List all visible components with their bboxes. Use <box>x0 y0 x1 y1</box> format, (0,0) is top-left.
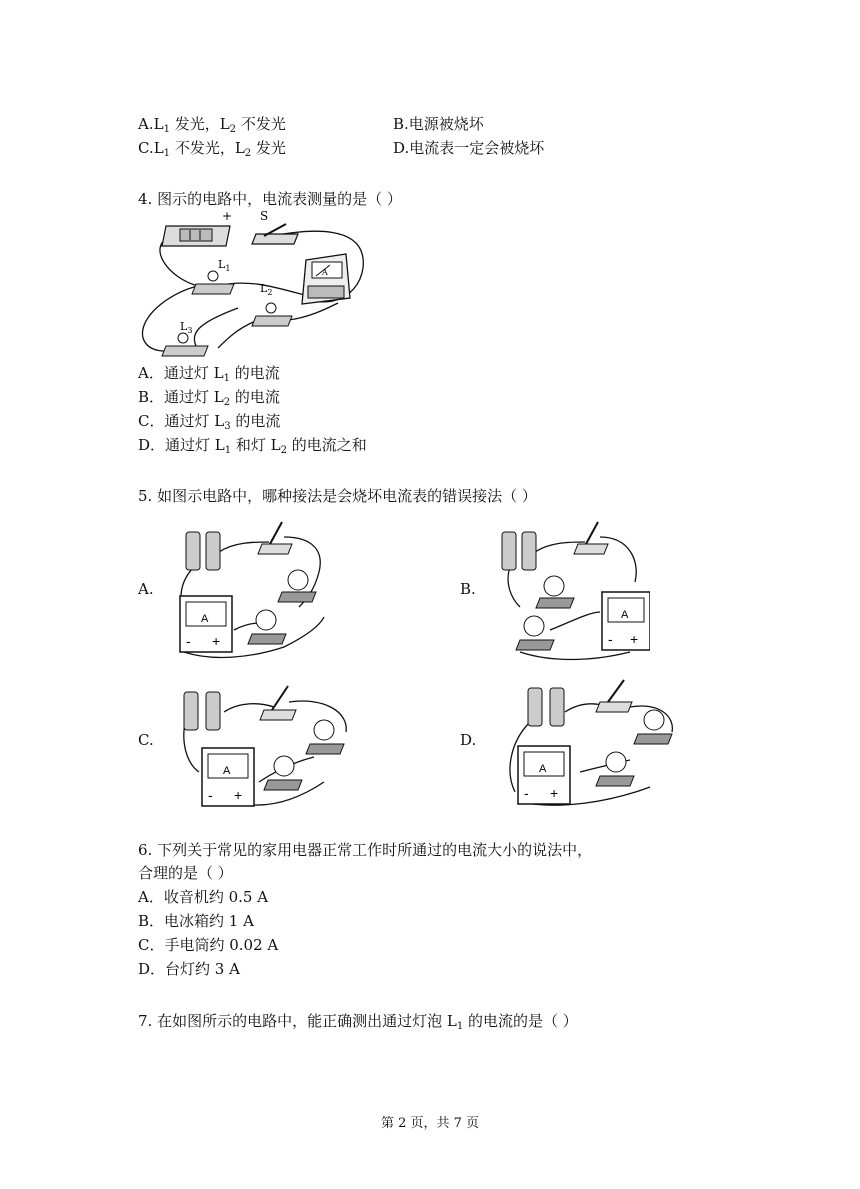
q5-label-a: A. <box>138 580 154 598</box>
svg-text:A: A <box>201 613 209 625</box>
q3-option-a: $A.L_1$ 发光，$L_2$ 不发光 <box>138 115 286 135</box>
q4-option-b: B．通过灯 $L_2$ 的电流 <box>138 388 280 408</box>
q4-lamp-l1 <box>192 271 234 294</box>
svg-text:+: + <box>550 785 559 801</box>
svg-text:A: A <box>223 765 231 777</box>
q5-circuit-a <box>174 512 334 662</box>
q6-option-b: B．电冰箱约 1 A <box>138 912 254 930</box>
q4-option-c: C．通过灯 $L_3$ 的电流 <box>138 412 281 432</box>
q4-plus-label: + <box>222 209 233 223</box>
q4-ammeter <box>302 254 350 304</box>
q4-label-l3: $L_3$ <box>180 320 193 335</box>
svg-text:+: + <box>234 787 243 803</box>
q6-option-d: D．台灯约 3 A <box>138 960 240 978</box>
q4-stem: 4. 图示的电路中，电流表测量的是（ ） <box>138 190 402 208</box>
svg-text:A: A <box>621 609 629 621</box>
q5-label-b: B. <box>460 580 476 598</box>
svg-text:+: + <box>212 633 221 649</box>
q4-switch-label: S <box>260 209 269 223</box>
q6-stem-line1: 6. 下列关于常见的家用电器正常工作时所通过的电流大小的说法中， <box>138 841 593 859</box>
q3-option-b: B.电源被烧坏 <box>393 115 484 133</box>
q5-circuit-b <box>490 512 650 662</box>
q4-battery <box>162 226 230 246</box>
q4-ammeter-label: A <box>322 268 328 277</box>
svg-text:-: - <box>186 633 191 649</box>
q4-option-a: A．通过灯 $L_1$ 的电流 <box>138 364 280 384</box>
q3-option-c: $C.L_1$ 不发光，$L_2$ 发光 <box>138 139 286 159</box>
q6-stem-line2: 合理的是（ ） <box>138 864 233 882</box>
q6-option-c: C．手电筒约 0.02 A <box>138 936 279 954</box>
q5-label-c: C. <box>138 731 154 749</box>
q4-label-l2: $L_2$ <box>260 282 273 297</box>
q6-option-a: A．收音机约 0.5 A <box>138 888 269 906</box>
page-footer: 第 2 页，共 7 页 <box>380 1116 480 1131</box>
svg-text:-: - <box>208 787 213 803</box>
q5-circuit-c <box>174 672 354 812</box>
svg-text:-: - <box>608 631 613 647</box>
q4-circuit-figure <box>138 208 378 368</box>
q3-option-d: D.电流表一定会被烧坏 <box>393 139 545 157</box>
q7-stem: 7. 在如图所示的电路中，能正确测出通过灯泡 $L_1$ 的电流的是（ ） <box>138 1012 578 1032</box>
svg-text:-: - <box>524 785 529 801</box>
svg-text:A: A <box>539 763 547 775</box>
svg-text:+: + <box>630 631 639 647</box>
q5-circuit-d <box>500 672 680 812</box>
q4-lamp-l3 <box>162 333 208 356</box>
q4-option-d: D．通过灯 $L_1$ 和灯 $L_2$ 的电流之和 <box>138 436 367 456</box>
q5-label-d: D. <box>460 731 477 749</box>
q4-switch <box>252 224 298 244</box>
q4-lamp-l2 <box>252 303 292 326</box>
q4-label-l1: $L_1$ <box>218 258 231 273</box>
q5-stem: 5. 如图示电路中，哪种接法是会烧坏电流表的错误接法（ ） <box>138 487 537 505</box>
